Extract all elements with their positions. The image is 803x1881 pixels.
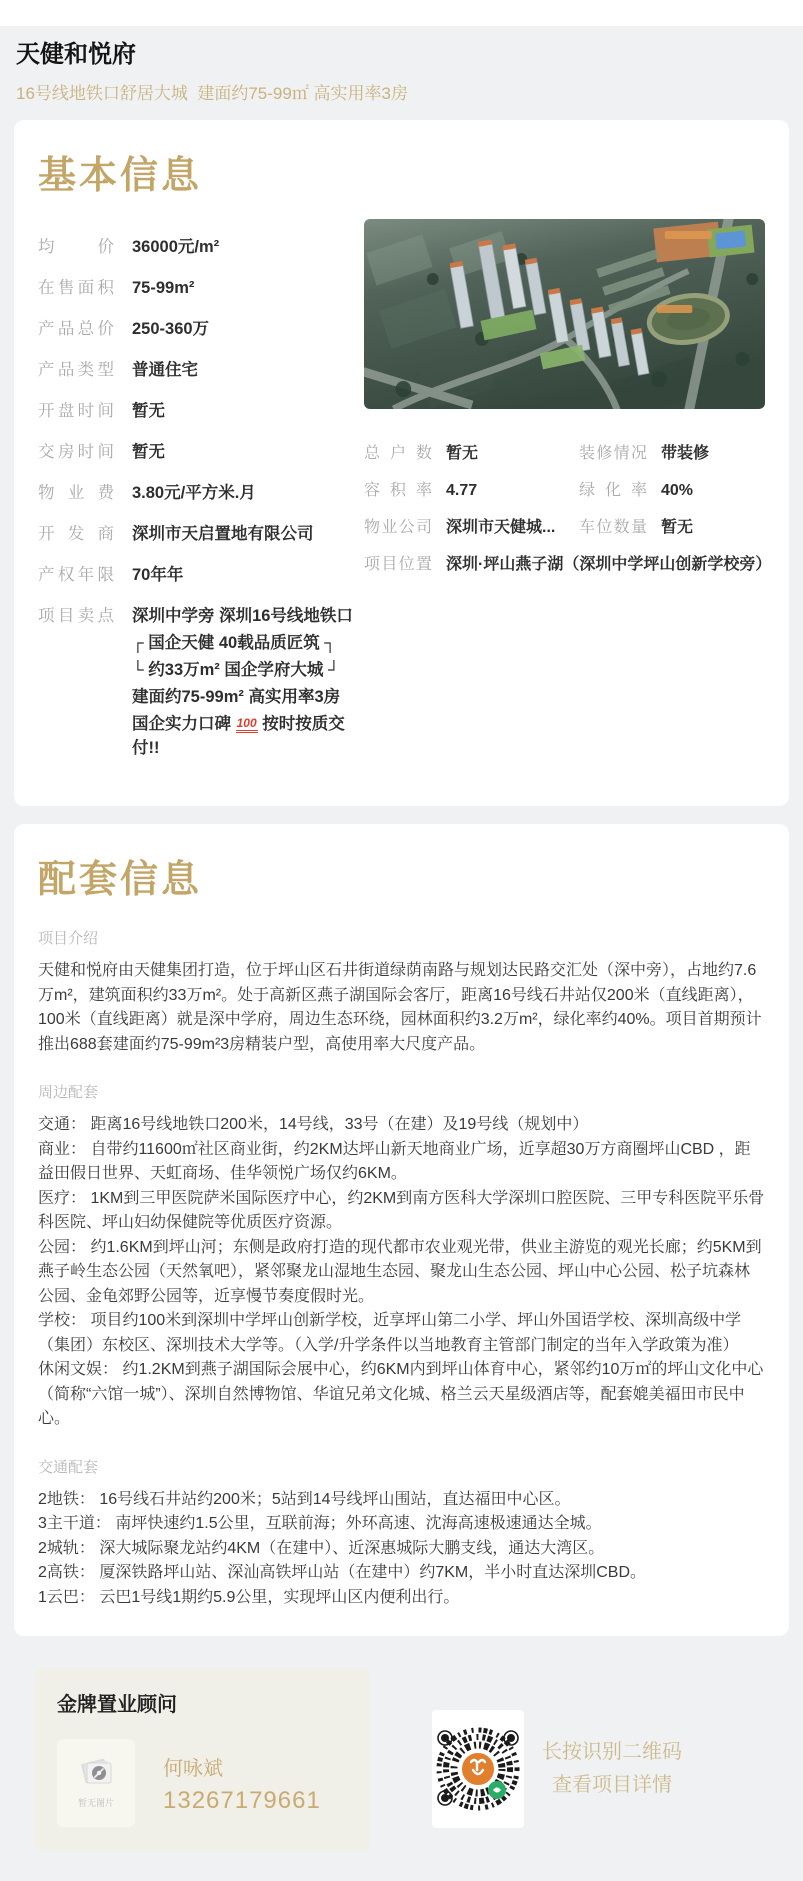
basic-info-title: 基本信息 [38,155,203,197]
row-label: 物业公司 [364,519,432,536]
row-label: 均价 [38,238,114,256]
info-row-decoration [579,443,765,465]
row-value: 深圳市天健城... [446,519,556,536]
qr-caption [542,1736,682,1802]
row-value: 3.80元/平方米.月 [132,484,256,502]
surrounding-medical: 医疗： 1KM到三甲医院萨米国际医疗中心，约2KM到南方医科大学深圳口腔医院、三甲专科医院平乐骨科医院、坪山妇幼保健院等优质医疗资源。 [38,1189,765,1231]
mini-program-code-graphic [435,1726,521,1812]
info-row-avg-price [38,235,354,259]
selling-point-line: ┌ 国企天健 40载品质匠筑 ┐ [132,634,336,652]
qr-code[interactable] [432,1710,524,1828]
row-value: 70年年 [132,566,184,584]
row-label: 交房时间 [38,443,114,461]
selling-point-line: 深圳中学旁 深圳16号线地铁口 [132,607,353,625]
surrounding-label: 周边配套 [38,1084,99,1101]
row-value: 75-99m² [132,279,195,297]
intro-paragraph [38,959,765,1057]
info-row-total-price [38,317,354,341]
info-row-developer [38,522,354,546]
row-label: 产品总价 [38,320,114,338]
selling-point-line: 建面约75-99m² 高实用率3房 [132,688,341,706]
top-strip [0,0,803,26]
row-value: 带装修 [661,445,710,462]
selling-point-line-last [132,712,354,760]
aerial-rendering-graphic [364,219,765,409]
transport-skyshuttle: 1云巴： 云巴1号线1期约5.9公里，实现坪山区内便利出行。 [38,1588,460,1606]
selling-point-text: 按时按质交付!! [132,715,345,757]
surrounding-parks: 公园： 约1.6KM到坪山河；东侧是政府打造的现代都市农业观光带，供业主游览的观光长廊；约5KM到燕子岭生态公园（天然氧吧），紧邻聚龙山湿地生态园、聚龙山生态公园、坪山中心公园、松子坑森林公园、金龟郊野公园等，近享慢节奏度假时光。 [38,1238,762,1305]
row-value: 暂无 [446,445,479,462]
row-label: 在售面积 [38,279,114,297]
page-header [0,26,803,120]
consultant-section [35,1668,789,1881]
transport-intercity: 2城轨： 深大城际聚龙站约4KM（在建中）、近深惠城际大鹏支线，通达大湾区。 [38,1539,605,1557]
surrounding-leisure: 休闲文娱： 约1.2KM到燕子湖国际会展中心，约6KM内到坪山体育中心，紧邻约10万㎡的坪山文化中心（简称“六馆一城”）、深圳自然博物馆、华谊兄弟文化城、格兰云天星级酒店等，配套媲美福田市民中心。 [38,1361,764,1427]
hundred-points-icon: 100 [236,717,258,733]
transport-metro: 2地铁： 16号线石井站约200米；5站到14号线坪山围站，直达福田中心区。 [38,1490,571,1508]
row-value: 暂无 [132,402,165,420]
row-label: 开发商 [38,525,114,543]
transport-label: 交通配套 [38,1458,99,1476]
qr-caption-line2: 查看项目详情 [552,1774,672,1796]
no-image-label: 暂无图片 [77,1798,114,1808]
transport-roads: 3主干道： 南坪快速约1.5公里，互联前海；外环高速、沈海高速极速通达全城。 [38,1515,602,1532]
row-label: 装修情况 [579,445,647,462]
qr-group [432,1710,682,1828]
qr-caption-line1: 长按识别二维码 [542,1741,682,1763]
consultant-card [35,1668,370,1851]
row-value: 深圳市天启置地有限公司 [132,525,314,543]
row-label: 物业费 [38,484,114,502]
row-label: 总户数 [364,445,432,462]
no-image-icon [77,1757,115,1789]
surrounding-schools: 学校： 项目约100米到深圳中学坪山创新学校，近享坪山第二小学、坪山外国语学校、深圳高级中学（集团）东校区、深圳技术大学等。（入学/升学条件以当地教育主管部门制定的当年入学政策为准） [38,1312,742,1354]
consultant-section-title: 金牌置业顾问 [57,1694,177,1716]
agent-name: 何咏斌 [163,1757,223,1780]
intro-label: 项目介绍 [38,930,99,947]
row-value: 4.77 [446,482,478,499]
basic-info-card [14,120,789,806]
surrounding-transit: 交通： 距离16号线地铁口200米，14号线，33号（在建）及19号线（规划中） [38,1116,589,1133]
row-label: 容积率 [364,482,432,499]
info-row-tenure [38,563,354,587]
info-row-greening-rate [579,480,765,502]
row-label: 绿化率 [579,482,647,499]
row-label: 项目卖点 [38,607,114,625]
agent-avatar-placeholder [57,1739,135,1827]
row-value: 深圳·坪山燕子湖（深圳中学坪山创新学校旁） [446,556,772,573]
info-row-parking [579,517,765,539]
basic-info-right-column [354,205,772,780]
amenities-card [14,824,789,1636]
info-row-location [364,554,772,576]
page-title: 天健和悦府 [16,41,136,68]
info-row-area-on-sale [38,276,354,300]
amenities-title: 配套信息 [38,859,203,901]
row-label: 项目位置 [364,556,432,573]
agent-phone[interactable]: 13267179661 [163,1786,321,1814]
row-value: 250-360万 [132,320,210,338]
info-row-product-type [38,358,354,382]
selling-point-text: 国企实力口碑 [132,715,236,733]
row-label: 产品类型 [38,361,114,379]
row-value: 暂无 [132,443,165,461]
row-label: 开盘时间 [38,402,114,420]
basic-info-left-column [38,205,354,780]
info-row-total-units [364,443,569,465]
row-label: 产权年限 [38,566,114,584]
surrounding-commerce: 商业： 自带约11600㎡社区商业街，约2KM达坪山新天地商业广场，近享超30万方商圈坪山CBD ，距益田假日世界、天虹商场、佳华领悦广场仅约6KM。 [38,1140,751,1182]
surrounding-paragraphs [38,1113,765,1432]
row-value: 暂无 [661,519,694,536]
info-row-property-fee [38,481,354,505]
selling-point-line: └ 约33万m² 国企学府大城 ┘ [132,661,340,679]
info-row-delivery-date [38,440,354,464]
selling-point-lines [132,604,354,763]
info-row-plot-ratio [364,480,569,502]
info-row-property-company [364,517,569,539]
transport-highspeed: 2高铁： 厦深铁路坪山站、深汕高铁坪山站（在建中）约7KM，半小时直达深圳CBD。 [38,1564,647,1581]
row-value: 40% [661,482,694,499]
project-aerial-image [364,219,765,409]
info-row-opening-date [38,399,354,423]
row-value: 普通住宅 [132,361,198,379]
transport-paragraphs [38,1488,765,1611]
page-subtitle: 16号线地铁口舒居大城 建面约75-99㎡ 高实用率3房 [16,84,409,103]
row-value: 36000元/m² [132,238,220,256]
intro-text: 天健和悦府由天健集团打造，位于坪山区石井街道绿荫南路与规划达民路交汇处（深中旁），占地约7.6万m²，建筑面积约33万m²。处于高新区燕子湖国际会客厅，距离16号线石井站仅200米（直线距离），100米（直线距离）就是深中学府，周边生态环绕，园林面积约3.2万m²，绿化率约40%。项目首期预计推出688套建面约75-99m²3房精装户型，高使用率大尺度产品。 [38,962,762,1053]
row-label: 车位数量 [579,519,647,536]
info-row-selling-points [38,604,354,763]
